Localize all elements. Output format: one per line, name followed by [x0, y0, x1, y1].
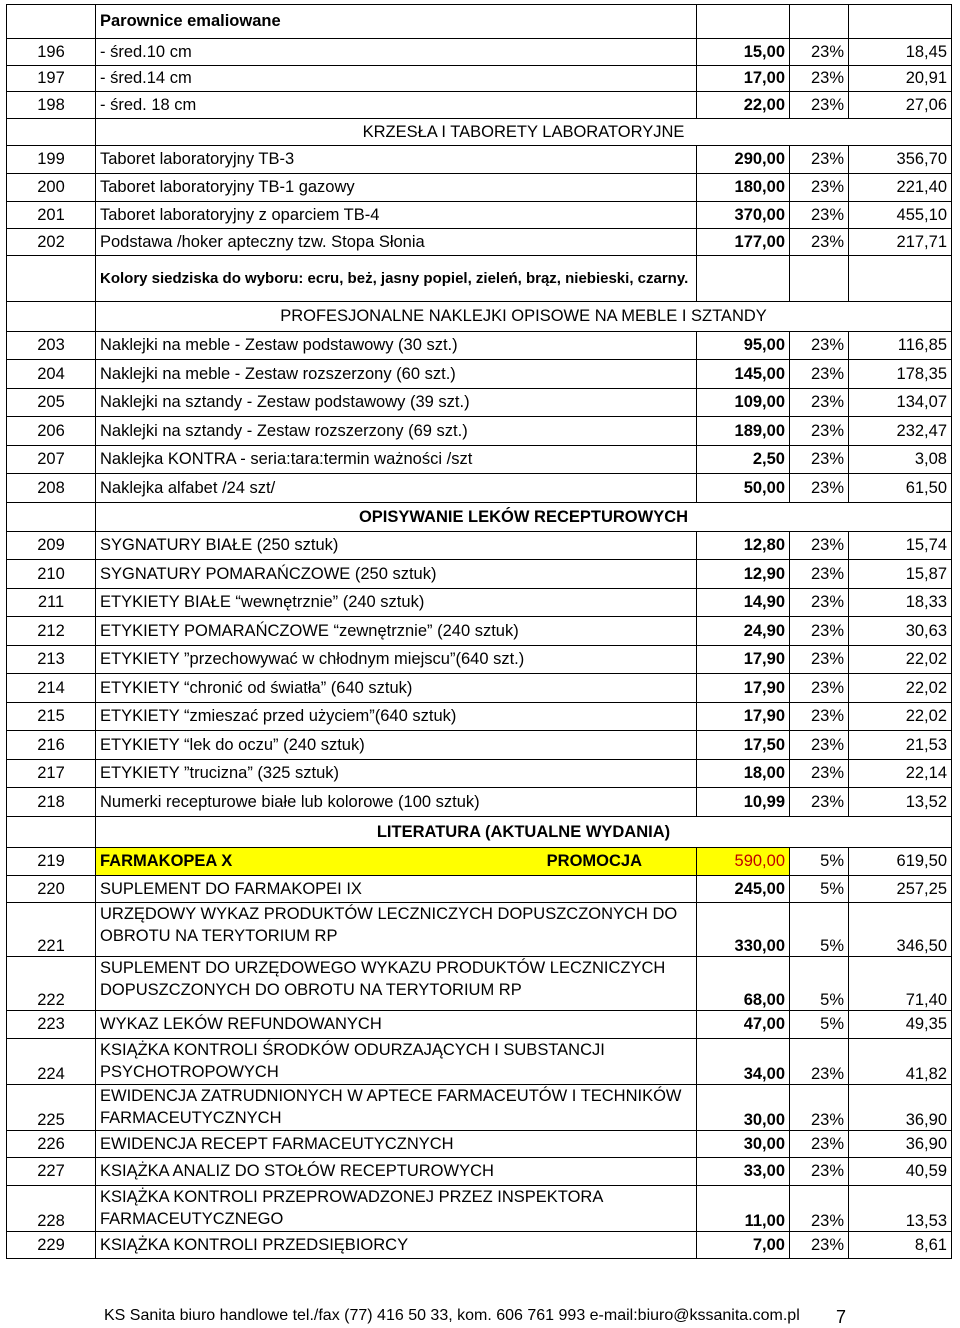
net-price: 7,00 — [697, 1232, 790, 1259]
item-name — [96, 589, 697, 617]
item-name — [96, 332, 697, 360]
vat-rate: 23% — [790, 1158, 849, 1186]
vat-rate: 5% — [790, 848, 849, 876]
vat-rate: 23% — [790, 202, 849, 229]
item-name — [96, 903, 697, 957]
item-name — [96, 229, 697, 256]
table-row — [7, 417, 952, 446]
gross-price: 22,02 — [849, 646, 952, 674]
section-title: OPISYWANIE LEKÓW RECEPTUROWYCH — [96, 503, 952, 532]
table-row — [7, 229, 952, 256]
net-price: 180,00 — [697, 174, 790, 202]
vat-rate: 23% — [790, 1131, 849, 1158]
item-name-text: Naklejki na sztandy - Zestaw rozszerzony (69 szt.) — [100, 421, 468, 440]
item-name-text: SUPLEMENT DO URZĘDOWEGO WYKAZU PRODUKTÓW LECZNICZYCH DOPUSZCZONYCH DO OBROTU NA TERYTORIUM RP — [100, 959, 666, 999]
item-name — [96, 417, 697, 446]
item-name — [96, 92, 697, 119]
net-price: 30,00 — [697, 1085, 790, 1131]
gross-price: 221,40 — [849, 174, 952, 202]
vat-rate: 23% — [790, 589, 849, 617]
table-row — [7, 474, 952, 503]
table-row — [7, 760, 952, 788]
table-row — [7, 1085, 952, 1131]
gross-price: 22,02 — [849, 703, 952, 731]
empty-cell — [790, 256, 849, 302]
net-price: 34,00 — [697, 1039, 790, 1085]
item-number: 200 — [7, 174, 96, 202]
table-row — [7, 202, 952, 229]
item-name-text: Taboret laboratoryjny TB-3 — [100, 150, 295, 168]
empty-cell — [7, 119, 96, 146]
item-name-text: SYGNATURY POMARAŃCZOWE (250 sztuk) — [100, 564, 437, 583]
table-row — [7, 92, 952, 119]
item-number: 205 — [7, 389, 96, 417]
net-price: 22,00 — [697, 92, 790, 119]
gross-price: 116,85 — [849, 332, 952, 360]
page-number: 7 — [836, 1307, 847, 1327]
section-title: KRZESŁA I TABORETY LABORATORYJNE — [96, 119, 952, 146]
table-row — [7, 360, 952, 389]
gross-price: 36,90 — [849, 1131, 952, 1158]
item-number: 215 — [7, 703, 96, 731]
item-name — [96, 1186, 697, 1232]
net-price: 17,00 — [697, 66, 790, 92]
vat-rate: 23% — [790, 229, 849, 256]
item-name-text: Taboret laboratoryjny z oparciem TB-4 — [100, 205, 380, 224]
empty-cell — [7, 302, 96, 332]
subheader-title: Parownice emaliowane — [96, 5, 697, 39]
item-number: 220 — [7, 876, 96, 903]
item-name-text: WYKAZ LEKÓW REFUNDOWANYCH — [100, 1015, 382, 1033]
item-name-text: URZĘDOWY WYKAZ PRODUKTÓW LECZNICZYCH DOPUSZCZONYCH DO OBROTU NA TERYTORIUM RP — [100, 905, 678, 945]
gross-price: 217,71 — [849, 229, 952, 256]
item-name-text: - śred. 18 cm — [100, 95, 197, 114]
item-name — [96, 1011, 697, 1039]
item-name — [96, 788, 697, 817]
gross-price: 356,70 — [849, 146, 952, 174]
empty-cell — [7, 256, 96, 302]
item-name — [96, 66, 697, 92]
vat-rate: 23% — [790, 1085, 849, 1131]
item-number: 204 — [7, 360, 96, 389]
empty-cell — [849, 256, 952, 302]
empty-cell — [7, 817, 96, 848]
vat-rate: 23% — [790, 760, 849, 788]
net-price: 177,00 — [697, 229, 790, 256]
gross-price: 20,91 — [849, 66, 952, 92]
item-name — [96, 1039, 697, 1085]
section-title: PROFESJONALNE NAKLEJKI OPISOWE NA MEBLE I SZTANDY — [96, 302, 952, 332]
vat-rate: 5% — [790, 957, 849, 1011]
gross-price: 30,63 — [849, 617, 952, 646]
vat-rate: 23% — [790, 646, 849, 674]
item-name — [96, 957, 697, 1011]
net-price: 15,00 — [697, 39, 790, 66]
item-number: 228 — [7, 1186, 96, 1232]
gross-price: 71,40 — [849, 957, 952, 1011]
table-row — [7, 957, 952, 1011]
vat-rate: 23% — [790, 360, 849, 389]
item-name-text: ETYKIETY “zmieszać przed użyciem”(640 sztuk) — [100, 707, 457, 725]
item-number: 213 — [7, 646, 96, 674]
table-row — [7, 174, 952, 202]
gross-price: 41,82 — [849, 1039, 952, 1085]
item-number: 203 — [7, 332, 96, 360]
item-name-text: ETYKIETY “lek do oczu” (240 sztuk) — [100, 735, 365, 754]
net-price: 245,00 — [697, 876, 790, 903]
gross-price: 21,53 — [849, 731, 952, 760]
vat-rate: 23% — [790, 703, 849, 731]
item-name — [96, 731, 697, 760]
vat-rate: 23% — [790, 66, 849, 92]
table-row — [7, 66, 952, 92]
item-name-text: Naklejki na meble - Zestaw rozszerzony (60 szt.) — [100, 364, 456, 383]
vat-rate: 5% — [790, 876, 849, 903]
table-row — [7, 674, 952, 703]
table-row — [7, 1186, 952, 1232]
footer-contact: KS Sanita biuro handlowe tel./fax (77) 416 50 33, kom. 606 761 993 e-mail:biuro@kssanita.com.pl — [104, 1307, 800, 1324]
section-header-row — [7, 302, 952, 332]
vat-rate: 23% — [790, 417, 849, 446]
item-name-text: Naklejka KONTRA - seria:tara:termin ważności /szt — [100, 450, 473, 468]
gross-price: 49,35 — [849, 1011, 952, 1039]
gross-price: 22,02 — [849, 674, 952, 703]
gross-price: 178,35 — [849, 360, 952, 389]
gross-price: 15,74 — [849, 532, 952, 560]
item-number: 201 — [7, 202, 96, 229]
item-name — [96, 174, 697, 202]
gross-price: 232,47 — [849, 417, 952, 446]
net-price: 2,50 — [697, 446, 790, 474]
net-price: 14,90 — [697, 589, 790, 617]
table-row — [7, 731, 952, 760]
gross-price: 13,53 — [849, 1186, 952, 1232]
net-price: 11,00 — [697, 1186, 790, 1232]
color-note: Kolory siedziska do wyboru: ecru, beż, jasny popiel, zieleń, brąz, niebieski, czarny. — [96, 256, 697, 302]
net-price: 145,00 — [697, 360, 790, 389]
item-name — [96, 446, 697, 474]
empty-cell — [849, 5, 952, 39]
vat-rate: 23% — [790, 474, 849, 503]
vat-rate: 23% — [790, 617, 849, 646]
gross-price: 257,25 — [849, 876, 952, 903]
item-name — [96, 532, 697, 560]
item-name-text: - śred.10 cm — [100, 42, 192, 61]
vat-rate: 23% — [790, 1232, 849, 1259]
net-price: 10,99 — [697, 788, 790, 817]
empty-cell — [7, 5, 96, 39]
table-row — [7, 446, 952, 474]
net-price: 12,90 — [697, 560, 790, 589]
gross-price: 8,61 — [849, 1232, 952, 1259]
item-name-text: KSIĄŻKA KONTROLI ŚRODKÓW ODURZAJĄCYCH I SUBSTANCJI PSYCHOTROPOWYCH — [100, 1041, 605, 1081]
vat-rate: 23% — [790, 560, 849, 589]
table-row — [7, 788, 952, 817]
net-price: 50,00 — [697, 474, 790, 503]
vat-rate: 23% — [790, 332, 849, 360]
promo-label: PROMOCJA — [546, 852, 642, 870]
net-price: 330,00 — [697, 903, 790, 957]
item-name — [96, 1158, 697, 1186]
item-name-text: EWIDENCJA ZATRUDNIONYCH W APTECE FARMACEUTÓW I TECHNIKÓW FARMACEUTYCZNYCH — [100, 1087, 682, 1127]
table-row — [7, 1039, 952, 1085]
table-row — [7, 617, 952, 646]
item-name-text: FARMAKOPEA X — [100, 852, 233, 870]
vat-rate: 23% — [790, 446, 849, 474]
section-header-row — [7, 817, 952, 848]
item-number: 219 — [7, 848, 96, 876]
item-number: 221 — [7, 903, 96, 957]
item-number: 229 — [7, 1232, 96, 1259]
net-price: 68,00 — [697, 957, 790, 1011]
gross-price: 22,14 — [849, 760, 952, 788]
table-row — [7, 1131, 952, 1158]
item-number: 223 — [7, 1011, 96, 1039]
item-name-text: Taboret laboratoryjny TB-1 gazowy — [100, 178, 355, 196]
item-number: 207 — [7, 446, 96, 474]
item-name-text: Numerki recepturowe białe lub kolorowe (100 sztuk) — [100, 792, 480, 811]
table-row — [7, 1158, 952, 1186]
table-row — [7, 646, 952, 674]
item-name — [96, 1085, 697, 1131]
vat-rate: 23% — [790, 532, 849, 560]
item-number: 222 — [7, 957, 96, 1011]
item-number: 196 — [7, 39, 96, 66]
item-number: 197 — [7, 66, 96, 92]
vat-rate: 23% — [790, 39, 849, 66]
item-name — [96, 202, 697, 229]
item-number: 211 — [7, 589, 96, 617]
net-price: 17,90 — [697, 646, 790, 674]
item-name-text: ETYKIETY ”trucizna” (325 sztuk) — [100, 764, 340, 782]
item-number: 198 — [7, 92, 96, 119]
item-number: 214 — [7, 674, 96, 703]
vat-rate: 23% — [790, 731, 849, 760]
item-name-text: KSIĄŻKA KONTROLI PRZEPROWADZONEJ PRZEZ INSPEKTORA FARMACEUTYCZNEGO — [100, 1188, 603, 1228]
gross-price: 455,10 — [849, 202, 952, 229]
gross-price: 18,45 — [849, 39, 952, 66]
net-price: 189,00 — [697, 417, 790, 446]
gross-price: 346,50 — [849, 903, 952, 957]
item-number: 218 — [7, 788, 96, 817]
net-price: 590,00 — [697, 848, 790, 876]
item-number: 226 — [7, 1131, 96, 1158]
table-row — [7, 589, 952, 617]
section-header-row — [7, 119, 952, 146]
item-number: 216 — [7, 731, 96, 760]
item-number: 202 — [7, 229, 96, 256]
item-number: 210 — [7, 560, 96, 589]
item-name — [96, 876, 697, 903]
item-name — [96, 646, 697, 674]
item-number: 209 — [7, 532, 96, 560]
item-name-text: SUPLEMENT DO FARMAKOPEI IX — [100, 879, 362, 898]
gross-price: 15,87 — [849, 560, 952, 589]
subheader-row — [7, 5, 952, 39]
price-list-table — [6, 4, 952, 1259]
vat-rate: 23% — [790, 1186, 849, 1232]
gross-price: 36,90 — [849, 1085, 952, 1131]
item-number: 217 — [7, 760, 96, 788]
item-name — [96, 674, 697, 703]
item-name — [96, 146, 697, 174]
vat-rate: 5% — [790, 903, 849, 957]
net-price: 18,00 — [697, 760, 790, 788]
item-number: 212 — [7, 617, 96, 646]
net-price: 17,50 — [697, 731, 790, 760]
item-name-text: ETYKIETY BIAŁE “wewnętrznie” (240 sztuk) — [100, 593, 425, 611]
gross-price: 134,07 — [849, 389, 952, 417]
item-number: 227 — [7, 1158, 96, 1186]
gross-price: 61,50 — [849, 474, 952, 503]
item-name-text: - śred.14 cm — [100, 69, 192, 87]
item-name — [96, 560, 697, 589]
vat-rate: 23% — [790, 174, 849, 202]
vat-rate: 23% — [790, 674, 849, 703]
item-name-text: ETYKIETY POMARAŃCZOWE “zewnętrznie” (240 sztuk) — [100, 621, 519, 640]
section-header-row — [7, 503, 952, 532]
item-name-text: Naklejka alfabet /24 szt/ — [100, 478, 276, 497]
section-title: LITERATURA (AKTUALNE WYDANIA) — [96, 817, 952, 848]
table-row — [7, 1232, 952, 1259]
item-name-text: EWIDENCJA RECEPT FARMACEUTYCZNYCH — [100, 1134, 454, 1153]
net-price: 109,00 — [697, 389, 790, 417]
item-name — [96, 389, 697, 417]
item-name — [96, 703, 697, 731]
promo-row — [7, 848, 952, 876]
net-price: 17,90 — [697, 674, 790, 703]
gross-price: 13,52 — [849, 788, 952, 817]
net-price: 17,90 — [697, 703, 790, 731]
empty-cell — [697, 256, 790, 302]
item-number: 225 — [7, 1085, 96, 1131]
item-number: 208 — [7, 474, 96, 503]
net-price: 290,00 — [697, 146, 790, 174]
table-row — [7, 560, 952, 589]
net-price: 33,00 — [697, 1158, 790, 1186]
item-name — [96, 39, 697, 66]
item-name — [96, 617, 697, 646]
item-name — [96, 360, 697, 389]
gross-price: 18,33 — [849, 589, 952, 617]
empty-cell — [790, 5, 849, 39]
vat-rate: 23% — [790, 1039, 849, 1085]
table-row — [7, 389, 952, 417]
table-row — [7, 903, 952, 957]
net-price: 12,80 — [697, 532, 790, 560]
table-row — [7, 876, 952, 903]
note-row — [7, 256, 952, 302]
item-name-text: Podstawa /hoker apteczny tzw. Stopa Słonia — [100, 232, 425, 251]
empty-cell — [697, 5, 790, 39]
table-row — [7, 703, 952, 731]
table-row — [7, 39, 952, 66]
item-name-text: SYGNATURY BIAŁE (250 sztuk) — [100, 536, 339, 554]
item-number: 224 — [7, 1039, 96, 1085]
gross-price: 3,08 — [849, 446, 952, 474]
item-name — [96, 1131, 697, 1158]
vat-rate: 23% — [790, 92, 849, 119]
item-name-text: ETYKIETY ”przechowywać w chłodnym miejscu”(640 szt.) — [100, 650, 525, 668]
item-number: 199 — [7, 146, 96, 174]
vat-rate: 5% — [790, 1011, 849, 1039]
vat-rate: 23% — [790, 788, 849, 817]
item-name-text: KSIĄŻKA ANALIZ DO STOŁÓW RECEPTUROWYCH — [100, 1162, 494, 1180]
vat-rate: 23% — [790, 389, 849, 417]
gross-price: 27,06 — [849, 92, 952, 119]
table-row — [7, 1011, 952, 1039]
item-name — [96, 474, 697, 503]
net-price: 30,00 — [697, 1131, 790, 1158]
empty-cell — [7, 503, 96, 532]
table-row — [7, 532, 952, 560]
item-name — [96, 1232, 697, 1259]
table-row — [7, 332, 952, 360]
gross-price: 40,59 — [849, 1158, 952, 1186]
net-price: 24,90 — [697, 617, 790, 646]
table-row — [7, 146, 952, 174]
net-price: 95,00 — [697, 332, 790, 360]
net-price: 47,00 — [697, 1011, 790, 1039]
item-number: 206 — [7, 417, 96, 446]
gross-price: 619,50 — [849, 848, 952, 876]
item-name — [96, 760, 697, 788]
item-name-text: KSIĄŻKA KONTROLI PRZEDSIĘBIORCY — [100, 1235, 409, 1254]
item-name-text: ETYKIETY “chronić od światła” (640 sztuk) — [100, 678, 413, 697]
item-name-text: Naklejki na meble - Zestaw podstawowy (30 szt.) — [100, 336, 458, 354]
item-name-text: Naklejki na sztandy - Zestaw podstawowy (39 szt.) — [100, 393, 470, 411]
item-name — [96, 848, 697, 876]
vat-rate: 23% — [790, 146, 849, 174]
net-price: 370,00 — [697, 202, 790, 229]
